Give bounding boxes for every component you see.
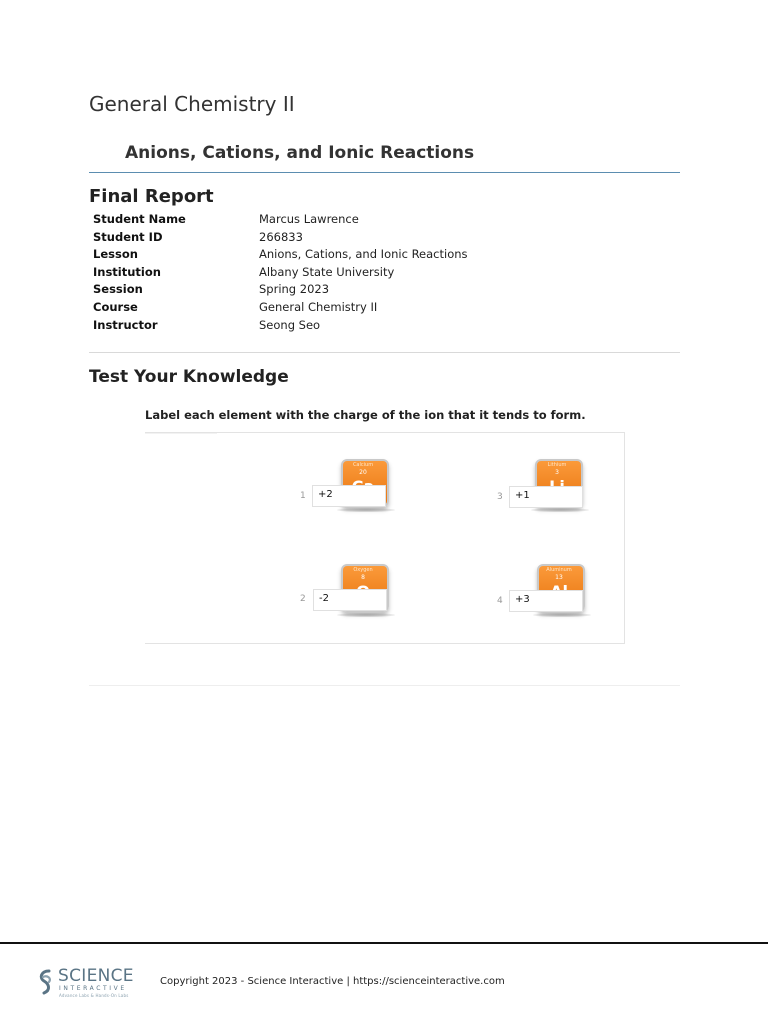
info-value: Seong Seo [259,317,321,332]
info-label: Student Name [93,212,186,226]
info-value: Marcus Lawrence [259,212,359,226]
tile-shadow [337,613,395,617]
info-row-student-name [93,210,593,228]
info-label: Instructor [93,317,158,332]
logo-tagline: Advance Labs & Hands-On Labs [59,993,129,998]
logo-subtitle: INTERACTIVE [59,985,127,992]
footer-divider [0,942,768,944]
report-info-table [93,210,593,333]
tile-shadow [533,613,591,617]
answer-input-4[interactable]: +3 [509,590,583,612]
final-report-heading: Final Report [89,186,214,207]
info-row-student-id [93,228,593,246]
tile-atomic-number: 3 [555,469,559,476]
content-end-divider [89,685,680,686]
item-number: 1 [300,491,306,501]
info-label: Student ID [93,229,163,244]
title-divider [89,172,680,173]
info-row-lesson [93,245,593,263]
answer-input-1[interactable]: +2 [312,485,386,507]
answer-input-3[interactable]: +1 [509,486,583,508]
info-label: Course [93,299,138,314]
info-value: 266833 [259,229,303,244]
info-value: General Chemistry II [259,299,378,314]
logo-swirl-icon [37,968,55,996]
test-your-knowledge-heading: Test Your Knowledge [89,367,289,387]
info-row-session [93,280,593,298]
tile-atomic-number: 13 [555,574,563,581]
tile-atomic-number: 8 [361,574,365,581]
science-interactive-logo [37,966,137,1002]
tile-atomic-number: 20 [359,469,367,476]
tile-shadow [531,508,589,512]
section-divider [89,352,680,353]
info-row-institution [93,263,593,281]
copyright-text: Copyright 2023 - Science Interactive | https://scienceinteractive.com [160,976,505,987]
item-number: 4 [497,596,503,606]
tile-element-name: Lithium [547,462,567,468]
tile-shadow [337,508,395,512]
logo-wordmark: SCIENCE [58,966,134,986]
labeling-activity [145,432,625,644]
item-number: 3 [497,492,503,502]
tile-element-name: Oxygen [353,567,373,573]
info-value: Anions, Cations, and Ionic Reactions [259,247,468,262]
answer-input-2[interactable]: -2 [313,589,387,611]
tile-element-name: Calcium [352,462,374,468]
info-value: Spring 2023 [259,282,330,297]
lesson-title: Anions, Cations, and Ionic Reactions [125,143,475,163]
item-number: 2 [300,594,306,604]
info-label: Lesson [93,247,138,262]
info-value: Albany State University [259,264,395,279]
question-text: Label each element with the charge of the ion that it tends to form. [145,408,586,422]
info-row-instructor [93,316,593,334]
info-label: Institution [93,264,161,279]
tile-element-name: Aluminum [546,567,572,573]
course-title: General Chemistry II [89,92,295,116]
info-label: Session [93,282,143,297]
info-row-course [93,298,593,316]
